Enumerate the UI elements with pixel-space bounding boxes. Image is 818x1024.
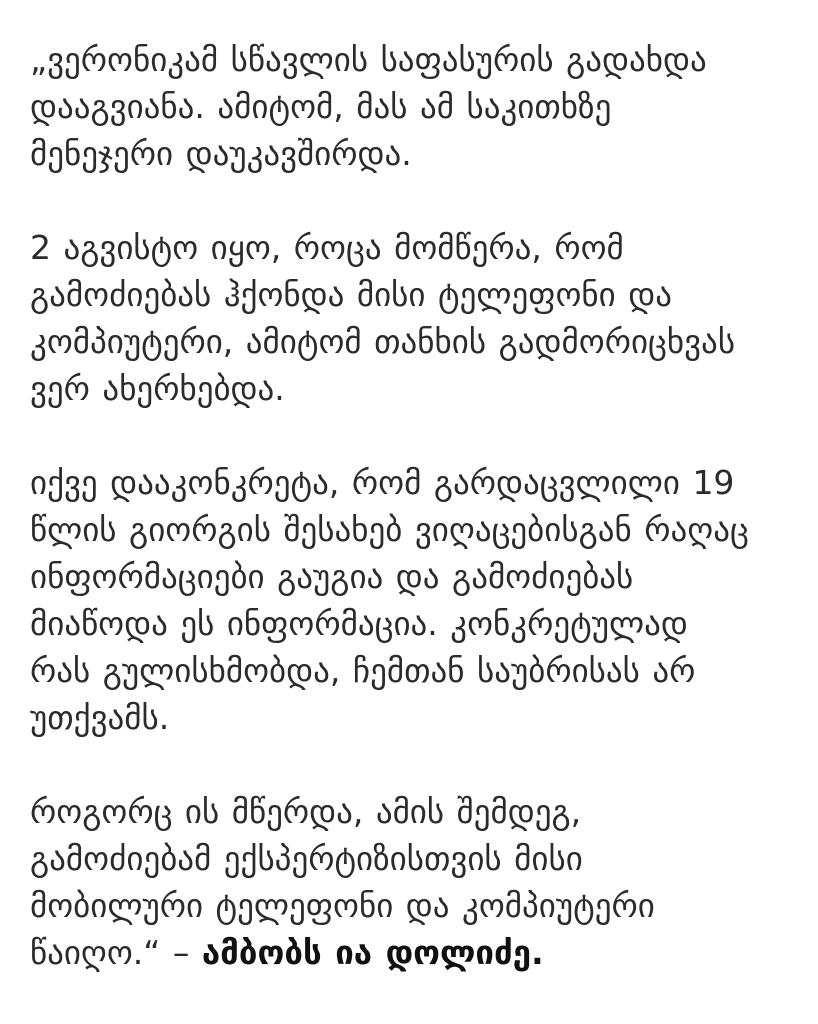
paragraph-2: 2 აგვისტო იყო, როცა მომწერა, რომ გამოძიებას ჰქონდა მისი ტელეფონი და კომპიუტერი, ამიტომ თანხის გადმორიცხვას ვერ ახერხებდა. xyxy=(30,228,736,408)
paragraph-4 xyxy=(30,788,800,976)
article-body xyxy=(30,36,800,976)
quote-attribution: ამბობს ია დოლიძე. xyxy=(201,933,544,972)
quote-text: როგორც ის მწერდა, ამის შემდეგ, გამოძიებამ ექსპერტიზისთვის მისი მობილური ტელეფონი და კომპიუტერი წაიღო.“ – xyxy=(30,792,655,972)
paragraph-3: იქვე დააკონკრეტა, რომ გარდაცვლილი 19 წლის გიორგის შესახებ ვიღაცებისგან რაღაც ინფორმაციები გაუგია და გამოძიებას მიაწოდა ეს ინფორმაცია. კონკრეტულად რას გულისხმობდა, ჩემთან საუბრისას არ უთქვამს. xyxy=(30,463,749,737)
paragraph-1: „ვერონიკამ სწავლის საფასურის გადახდა დააგვიანა. ამიტომ, მას ამ საკითხზე მენეჯერი დაუკავშირდა. xyxy=(30,40,707,173)
